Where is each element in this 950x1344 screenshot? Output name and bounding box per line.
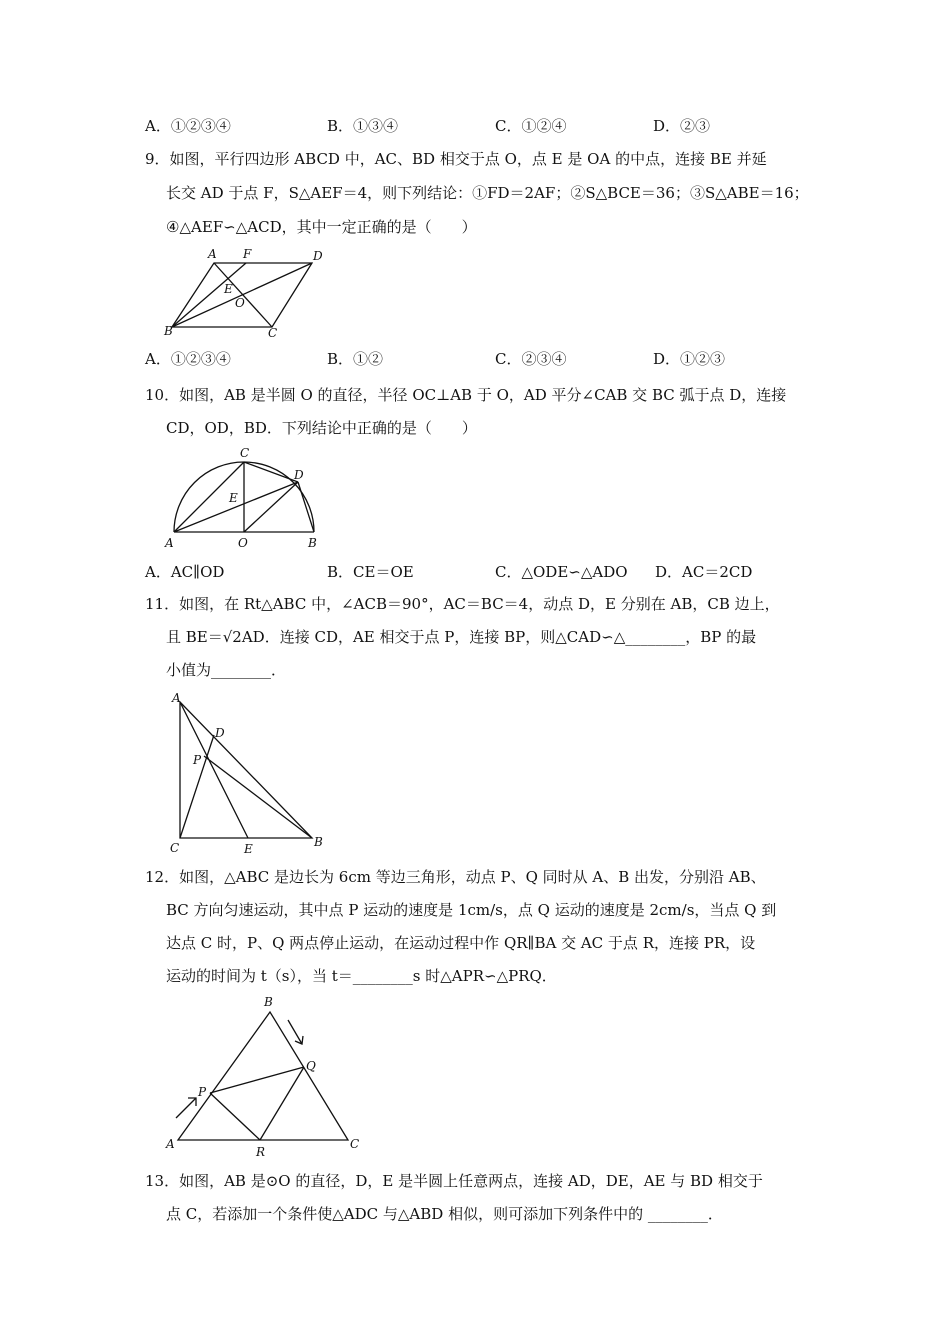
q13-text-line-1: 13．如图，AB 是⊙O 的直径，D，E 是半圆上任意两点，连接 AD，DE，AE 与 BD 相交于 xyxy=(145,1172,763,1190)
q10-chord-cd xyxy=(244,462,298,482)
q12-text-line-2: BC 方向匀速运动，其中点 P 运动的速度是 1cm/s，点 Q 运动的速度是 2cm/s，当点 Q 到 xyxy=(166,901,777,919)
q9-parallelogram-figure xyxy=(160,245,340,340)
q9-label-a: A xyxy=(208,247,217,261)
q12-label-r: R xyxy=(256,1145,266,1159)
q12-triangle-abc xyxy=(178,1012,348,1140)
q9-options xyxy=(145,348,805,370)
q10-label-o: O xyxy=(238,536,248,550)
q11-label-c: C xyxy=(170,841,180,855)
q8-option-c[interactable]: C．①②④ xyxy=(495,117,567,135)
q11-segment-ae xyxy=(180,702,248,838)
q9-option-b[interactable]: B．①② xyxy=(327,350,384,368)
q11-label-b: B xyxy=(314,835,323,849)
q11-text-line-1: 11．如图，在 Rt△ABC 中，∠ACB＝90°，AC＝BC＝4，动点 D，E 分别在 AB，CB 边上， xyxy=(145,595,780,613)
q8-options xyxy=(145,115,805,137)
q10-label-a: A xyxy=(165,536,174,550)
q9-option-d[interactable]: D．①②③ xyxy=(653,350,726,368)
q10-semicircle-figure xyxy=(160,445,330,555)
q8-option-a[interactable]: A．①②③④ xyxy=(145,117,231,135)
q10-option-b[interactable]: B．CE＝OE xyxy=(327,563,414,581)
q9-text-line-3: ④△AEF∽△ACD，其中一定正确的是（ ） xyxy=(166,218,477,236)
q13-text-line-2: 点 C，若添加一个条件使△ADC 与△ABD 相似，则可添加下列条件中的 ________． xyxy=(166,1205,723,1223)
q9-label-e: E xyxy=(224,282,233,296)
q10-option-a[interactable]: A．AC∥OD xyxy=(145,563,225,581)
q9-segment-bf xyxy=(172,263,246,327)
q11-triangle-abc xyxy=(180,702,312,838)
q9-label-o: O xyxy=(235,296,245,310)
q10-radius-od xyxy=(244,482,298,532)
q12-arrow-q-shaft xyxy=(288,1020,302,1044)
q10-option-c[interactable]: C．△ODE∽△ADO xyxy=(495,563,628,581)
q11-text-line-2: 且 BE＝√2AD．连接 CD，AE 相交于点 P，连接 BP，则△CAD∽△________，BP 的最 xyxy=(166,628,757,646)
q8-option-b[interactable]: B．①③④ xyxy=(327,117,399,135)
q10-label-e: E xyxy=(229,491,238,505)
q11-label-d: D xyxy=(215,726,225,740)
q11-segment-cd xyxy=(180,735,214,838)
q11-right-triangle-figure xyxy=(160,690,330,860)
q10-label-d: D xyxy=(294,468,304,482)
q10-text-line-2: CD，OD，BD．下列结论中正确的是（ ） xyxy=(166,419,477,437)
q9-text-line-2: 长交 AD 于点 F，S△AEF＝4，则下列结论：①FD＝2AF；②S△BCE＝36；③S△ABE＝16； xyxy=(166,184,809,202)
q11-label-e: E xyxy=(244,842,253,856)
q10-option-d[interactable]: D．AC＝2CD xyxy=(655,563,753,581)
q11-label-p: P xyxy=(193,753,202,767)
q9-option-a[interactable]: A．①②③④ xyxy=(145,350,231,368)
q10-text-line-1: 10．如图，AB 是半圆 O 的直径，半径 OC⊥AB 于 O，AD 平分∠CAB 交 BC 弧于点 D，连接 xyxy=(145,386,787,404)
q11-segment-bp xyxy=(204,756,312,838)
q10-chord-ad xyxy=(174,482,298,532)
q11-label-a: A xyxy=(172,691,181,705)
q12-segment-pr xyxy=(210,1093,260,1140)
q12-label-p: P xyxy=(198,1085,207,1099)
q9-label-f: F xyxy=(243,247,252,261)
q11-text-line-3: 小值为________． xyxy=(166,661,287,679)
q12-label-q: Q xyxy=(306,1059,316,1073)
q9-label-d: D xyxy=(313,249,323,263)
q12-text-line-4: 运动的时间为 t（s），当 t＝________s 时△APR∽△PRQ． xyxy=(166,967,557,985)
q9-label-c: C xyxy=(268,326,278,340)
q8-option-d[interactable]: D．②③ xyxy=(653,117,711,135)
q12-label-b: B xyxy=(264,995,273,1009)
q10-chord-bd xyxy=(298,482,314,532)
q12-label-a: A xyxy=(166,1137,175,1151)
q9-text-line-1: 9．如图，平行四边形 ABCD 中，AC、BD 相交于点 O，点 E 是 OA 的中点，连接 BE 并延 xyxy=(145,150,767,168)
q9-option-c[interactable]: C．②③④ xyxy=(495,350,567,368)
q10-options xyxy=(145,561,805,583)
q12-label-c: C xyxy=(350,1137,360,1151)
q12-segment-pq xyxy=(210,1067,304,1093)
q10-label-b: B xyxy=(308,536,317,550)
q9-label-b: B xyxy=(164,324,173,338)
q12-arrow-p-shaft xyxy=(176,1098,196,1118)
q10-label-c: C xyxy=(240,446,250,460)
q12-text-line-1: 12．如图，△ABC 是边长为 6cm 等边三角形，动点 P、Q 同时从 A、B 出发，分别沿 AB、 xyxy=(145,868,766,886)
q12-text-line-3: 达点 C 时，P、Q 两点停止运动，在运动过程中作 QR∥BA 交 AC 于点 R，连接 PR，设 xyxy=(166,934,756,952)
q12-equilateral-triangle-figure xyxy=(160,990,370,1160)
